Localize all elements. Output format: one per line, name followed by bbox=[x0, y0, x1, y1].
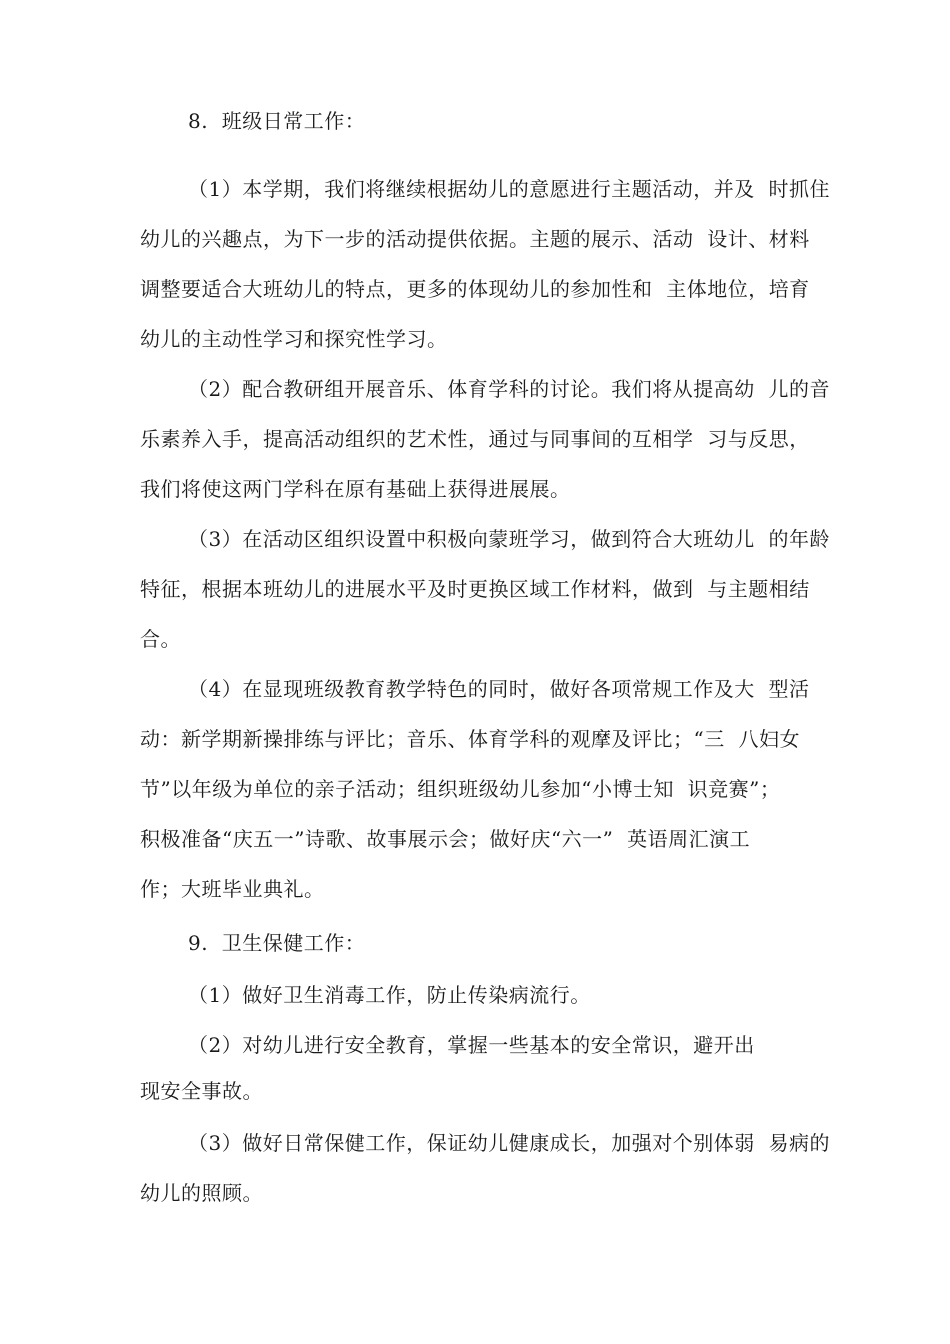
s8-p1-line-2: 幼儿的兴趣点，为下一步的活动提供依据。主题的展示、活动 设计、材料 bbox=[140, 227, 810, 251]
section-9-heading: 9. 卫生保健工作： bbox=[188, 931, 366, 955]
s8-p4-line-5: 作；大班毕业典礼。 bbox=[140, 877, 325, 901]
s9-p3-line-2: 幼儿的照顾。 bbox=[140, 1181, 263, 1205]
s8-p1-line-1: （1）本学期，我们将继续根据幼儿的意愿进行主题活动，并及 时抓住 bbox=[188, 177, 830, 201]
s9-p2-line-1: （2）对幼儿进行安全教育，掌握一些基本的安全常识，避开出 bbox=[188, 1033, 755, 1057]
s8-p4-line-1: （4）在显现班级教育教学特色的同时，做好各项常规工作及大 型活 bbox=[188, 677, 810, 701]
s8-p3-line-2: 特征，根据本班幼儿的进展水平及时更换区域工作材料，做到 与主题相结 bbox=[140, 577, 810, 601]
s8-p3-line-1: （3）在活动区组织设置中积极向蒙班学习，做到符合大班幼儿 的年龄 bbox=[188, 527, 830, 551]
s9-p3-line-1: （3）做好日常保健工作，保证幼儿健康成长，加强对个别体弱 易病的 bbox=[188, 1131, 830, 1155]
s8-p2-line-1: （2）配合教研组开展音乐、体育学科的讨论。我们将从提高幼 儿的音 bbox=[188, 377, 830, 401]
s8-p2-line-2: 乐素养入手，提高活动组织的艺术性，通过与同事间的互相学 习与反思， bbox=[140, 427, 810, 451]
s9-p2-line-2: 现安全事故。 bbox=[140, 1079, 263, 1103]
s8-p1-line-3: 调整要适合大班幼儿的特点，更多的体现幼儿的参加性和 主体地位，培育 bbox=[140, 277, 810, 301]
s8-p4-line-2: 动：新学期新操排练与评比；音乐、体育学科的观摩及评比；“三 八妇女 bbox=[140, 727, 800, 751]
section-8-heading: 8. 班级日常工作： bbox=[188, 109, 366, 133]
s8-p2-line-3: 我们将使这两门学科在原有基础上获得进展展。 bbox=[140, 477, 571, 501]
s8-p3-line-3: 合。 bbox=[140, 627, 181, 651]
s8-p4-line-3: 节”以年级为单位的亲子活动；组织班级幼儿参加“小博士知 识竞赛”； bbox=[140, 777, 781, 801]
s8-p4-line-4: 积极准备“庆五一”诗歌、故事展示会；做好庆“六一” 英语周汇演工 bbox=[140, 827, 751, 851]
s9-p1-line-1: （1）做好卫生消毒工作，防止传染病流行。 bbox=[188, 983, 591, 1007]
s8-p1-line-4: 幼儿的主动性学习和探究性学习。 bbox=[140, 327, 448, 351]
